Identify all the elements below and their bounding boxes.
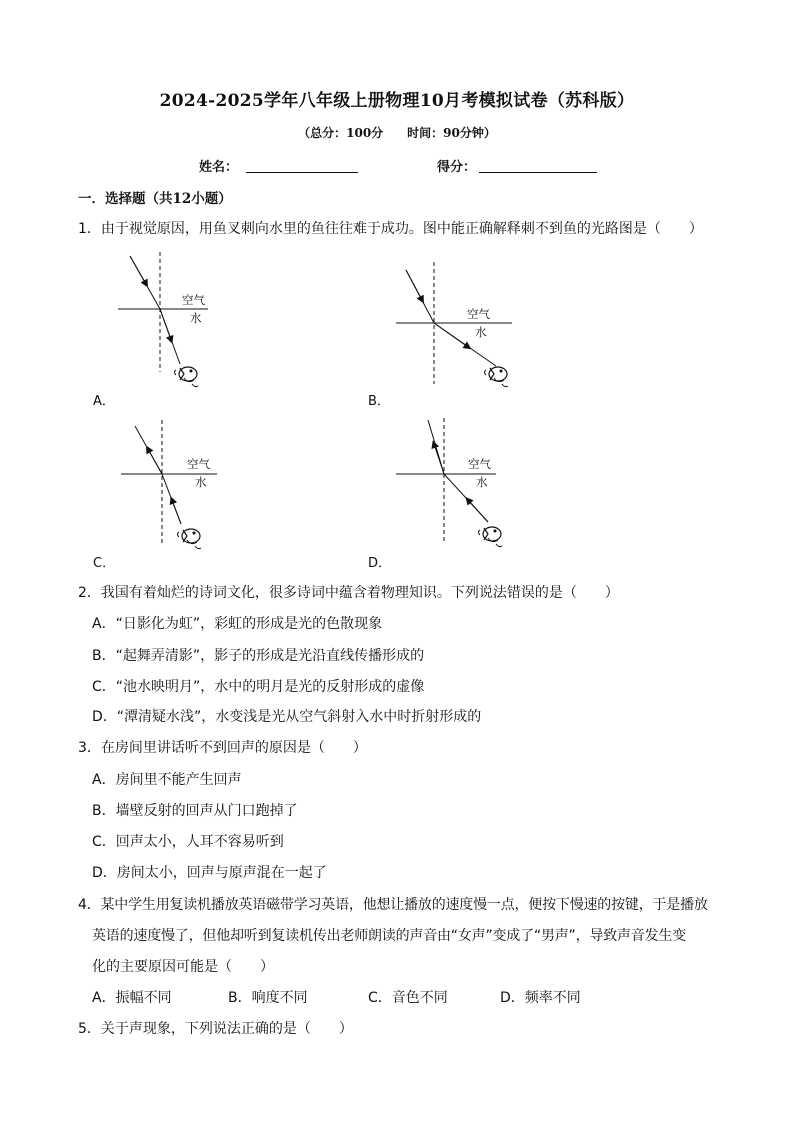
fish-icon — [178, 529, 202, 549]
diagram-a — [112, 252, 242, 402]
air-label: 空气 — [182, 293, 205, 307]
question-4-option-a[interactable]: A．振幅不同 — [92, 990, 172, 1006]
question-3-option-a[interactable]: A．房间里不能产生回声 — [92, 772, 242, 788]
diagram-d — [392, 418, 522, 568]
question-3-option-d[interactable]: D．房间太小，回声与原声混在一起了 — [92, 865, 327, 881]
name-blank[interactable] — [246, 172, 358, 173]
section-title: 一．选择题（共12小题） — [78, 191, 232, 207]
question-2-stem: 2．我国有着灿烂的诗词文化，很多诗词中蕴含着物理知识。下列说法错误的是（ ） — [78, 585, 619, 601]
air-label: 空气 — [187, 457, 210, 471]
option-a-label: A． — [93, 394, 115, 409]
water-label: 水 — [190, 311, 202, 325]
question-4-option-d[interactable]: D．频率不同 — [500, 990, 581, 1006]
question-3-option-c[interactable]: C．回声太小，人耳不容易听到 — [92, 834, 284, 850]
diagram-c — [117, 420, 247, 570]
option-d-label: D． — [368, 556, 392, 571]
fish-icon — [175, 367, 199, 387]
score-blank[interactable] — [479, 172, 597, 173]
air-label: 空气 — [467, 307, 490, 321]
question-4-stem-line-2: 英语的速度慢了，但他却听到复读机传出老师朗读的声音由“女声”变成了“男声”，导致声音发生变 — [92, 928, 687, 944]
diagram-b — [392, 262, 522, 412]
water-label: 水 — [475, 325, 487, 339]
question-4-stem-line-1: 4．某中学生用复读机播放英语磁带学习英语，他想让播放的速度慢一点，便按下慢速的按键，于是播放 — [78, 897, 708, 913]
question-5-stem: 5．关于声现象，下列说法正确的是（ ） — [78, 1021, 353, 1037]
question-2-option-c[interactable]: C．“池水映明月”，水中的明月是光的反射形成的虚像 — [92, 679, 425, 695]
question-4-option-c[interactable]: C．音色不同 — [368, 990, 448, 1006]
question-4-stem-line-3: 化的主要原因可能是（ ） — [92, 959, 274, 975]
question-2-option-a[interactable]: A．“日影化为虹”，彩虹的形成是光的色散现象 — [92, 616, 383, 632]
question-4-option-b[interactable]: B．响度不同 — [228, 990, 308, 1006]
water-label: 水 — [476, 475, 488, 489]
exam-meta: （总分：100分 时间：90分钟） — [298, 126, 496, 140]
water-label: 水 — [195, 475, 207, 489]
fish-icon — [485, 367, 509, 387]
fish-icon — [479, 527, 503, 547]
score-label: 得分： — [437, 160, 477, 175]
question-2-option-b[interactable]: B．“起舞弄清影”，影子的形成是光沿直线传播形成的 — [92, 648, 425, 664]
option-b-label: B． — [368, 394, 390, 409]
name-label: 姓名： — [199, 160, 239, 175]
question-1-stem: 1．由于视觉原因，用鱼叉刺向水里的鱼往往难于成功。图中能正确解释刺不到鱼的光路图是（ ） — [78, 221, 703, 237]
question-3-option-b[interactable]: B．墙壁反射的回声从门口跑掉了 — [92, 803, 298, 819]
question-2-option-d[interactable]: D．“潭清疑水浅”，水变浅是光从空气斜射入水中时折射形成的 — [92, 709, 482, 725]
air-label: 空气 — [468, 457, 491, 471]
page-title: 2024-2025学年八年级上册物理10月考模拟试卷（苏科版） — [159, 91, 635, 111]
option-c-label: C． — [93, 556, 116, 571]
question-3-stem: 3．在房间里讲话听不到回声的原因是（ ） — [78, 740, 367, 756]
